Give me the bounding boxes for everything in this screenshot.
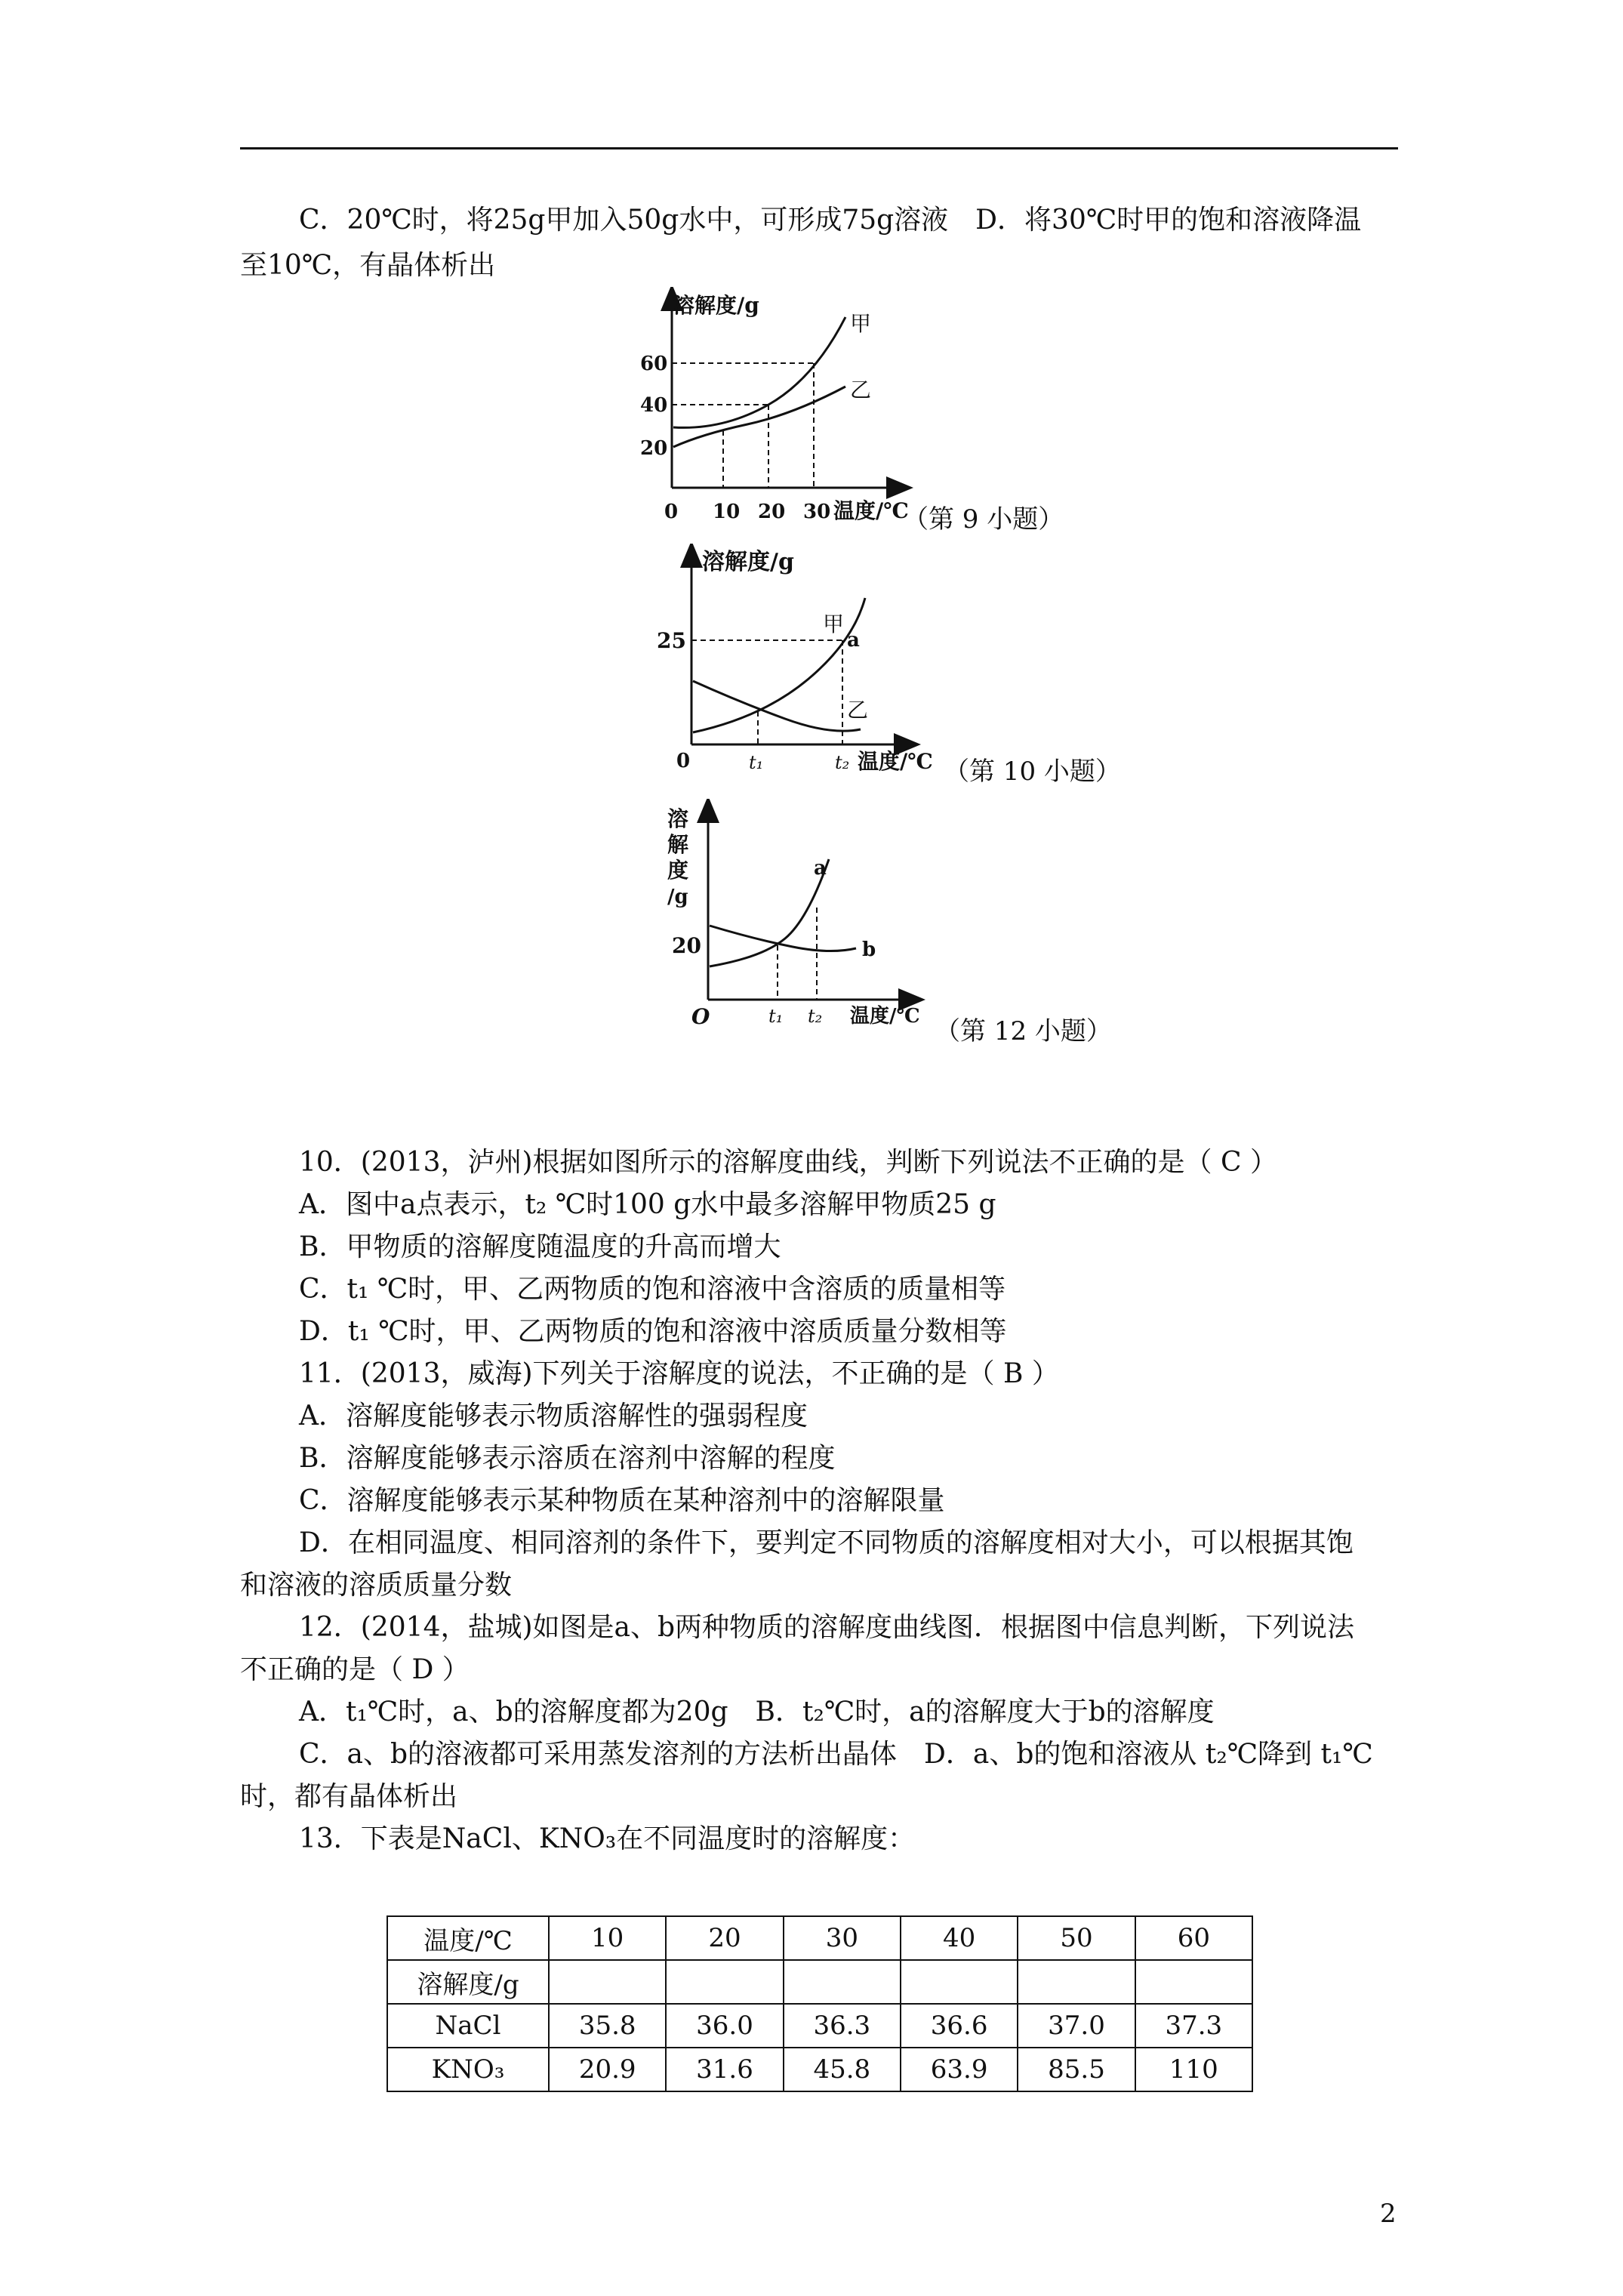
q10-option-d: D．t₁ ℃时，甲、乙两物质的饱和溶液中溶质质量分数相等 [299,1316,1007,1347]
table-cell: NaCl [387,2004,549,2048]
q10-option-c: C．t₁ ℃时，甲、乙两物质的饱和溶液中含溶质的质量相等 [299,1274,1006,1305]
origin-label: 0 [664,501,679,523]
x-axis-label: 温度/℃ [858,749,933,774]
origin-label: 0 [676,750,691,772]
table-cell: 30 [784,1916,901,1960]
option-d-continuation: 至10℃，有晶体析出 [240,250,496,281]
x-tick-t2: t₂ [808,1006,823,1027]
table-cell: 40 [901,1916,1018,1960]
y-axis-label-char-1: 溶 [667,806,689,831]
table-cell: 10 [549,1916,666,1960]
table-row-nacl [387,2004,1252,2048]
curve-label-jia: 甲 [823,612,845,636]
table-cell: 36.0 [666,2004,783,2048]
q10-option-b: B．甲物质的溶解度随温度的升高而增大 [299,1231,781,1262]
table-cell: 37.0 [1018,2004,1135,2048]
table-cell [1135,1960,1252,2004]
table-cell: 50 [1018,1916,1135,1960]
q11-option-b: B．溶解度能够表示溶质在溶剂中溶解的程度 [299,1443,836,1474]
table-cell: 45.8 [784,2048,901,2091]
figure-9-solubility-chart [627,287,929,536]
q12-stem: 12．(2014，盐城)如图是a、b两种物质的溶解度曲线图．根据图中信息判断，下列说法 [299,1612,1355,1643]
table-cell: 63.9 [901,2048,1018,2091]
y-axis-label: 溶解度/g [702,549,794,575]
q10-stem: 10．(2013，泸州)根据如图所示的溶解度曲线，判断下列说法不正确的是（ C ） [299,1147,1277,1178]
x-tick-10: 10 [713,501,741,523]
y-axis-label-char-3: 度 [667,858,689,883]
table-cell: 20.9 [549,2048,666,2091]
table-cell: KNO₃ [387,2048,549,2091]
q13-stem: 13．下表是NaCl、KNO₃在不同温度时的溶解度： [299,1823,916,1854]
table-cell: 37.3 [1135,2004,1252,2048]
table-cell: 31.6 [666,2048,783,2091]
header-rule [240,147,1398,149]
table-cell: 溶解度/g [387,1960,549,2004]
x-tick-t1: t₁ [768,1006,784,1027]
q11-option-d: D．在相同温度、相同溶剂的条件下，要判定不同物质的溶解度相对大小，可以根据其饱 [299,1527,1354,1558]
table-cell [901,1960,1018,2004]
curve-yi [693,681,861,731]
table-cell [1018,1960,1135,2004]
q12-options-c-d: C．a、b的溶液都可采用蒸发溶剂的方法析出晶体 D．a、b的饱和溶液从 t₂℃降到 t₁℃ [299,1739,1373,1770]
curve-label-jia: 甲 [850,311,872,336]
q12-options-a-b: A．t₁℃时，a、b的溶解度都为20g B．t₂℃时，a的溶解度大于b的溶解度 [299,1697,1215,1727]
q11-option-a: A．溶解度能够表示物质溶解性的强弱程度 [299,1401,808,1432]
table-cell: 85.5 [1018,2048,1135,2091]
q11-option-d-continuation: 和溶液的溶质质量分数 [240,1570,513,1601]
curve-b [710,926,856,951]
q11-option-c: C．溶解度能够表示某种物质在某种溶剂中的溶解限量 [299,1485,945,1516]
table-row-header [387,1916,1252,1960]
curve-jia [673,317,845,427]
x-tick-20: 20 [758,501,786,523]
y-tick-20: 20 [640,437,668,460]
q10-option-a: A．图中a点表示，t₂ ℃时100 g水中最多溶解甲物质25 g [299,1189,996,1220]
x-tick-t1: t₁ [749,752,764,773]
solubility-table [387,1915,1253,2092]
x-axis-label: 温度/℃ [850,1005,920,1028]
y-tick-20: 20 [672,933,701,958]
y-tick-25: 25 [657,628,686,653]
table-cell: 温度/℃ [387,1916,549,1960]
q12-option-d-continuation: 时，都有晶体析出 [240,1781,458,1812]
y-axis-label: 溶解度/g [673,293,759,318]
curve-yi [673,387,845,447]
figure-12-solubility-chart [657,799,944,1040]
table-cell: 36.3 [784,2004,901,2048]
table-cell: 35.8 [549,2004,666,2048]
option-c-d-line: C．20℃时，将25g甲加入50g水中，可形成75g溶液 D．将30℃时甲的饱和溶液降温 [299,205,1362,236]
figure-10-solubility-chart [634,544,936,785]
curve-label-yi: 乙 [850,378,872,402]
y-axis-label-char-2: 解 [667,832,689,857]
figure-10-caption: （第 10 小题） [944,757,1121,787]
x-tick-t2: t₂ [835,752,850,773]
page-number: 2 [1380,2199,1397,2229]
curve-label-yi: 乙 [847,698,869,723]
y-axis-label-char-4: /g [667,886,688,908]
table-cell [784,1960,901,2004]
curve-label-b: b [862,938,876,961]
table-cell [666,1960,783,2004]
table-cell: 110 [1135,2048,1252,2091]
figure-12-caption: （第 12 小题） [935,1016,1112,1046]
q12-stem-continuation: 不正确的是（ D ） [240,1654,470,1685]
table-row-kno3 [387,2048,1252,2091]
y-tick-40: 40 [640,394,668,417]
x-tick-30: 30 [803,501,831,523]
x-axis-label: 温度/℃ [833,498,909,523]
q11-stem: 11．(2013，威海)下列关于溶解度的说法，不正确的是（ B ） [299,1358,1059,1389]
table-cell [549,1960,666,2004]
table-cell: 36.6 [901,2004,1018,2048]
y-tick-60: 60 [640,353,668,375]
origin-label: O [691,1004,710,1029]
table-cell: 60 [1135,1916,1252,1960]
figure-9-caption: （第 9 小题） [903,504,1064,535]
table-row-unit [387,1960,1252,2004]
table-cell: 20 [666,1916,783,1960]
curve-label-a: a [814,857,827,880]
point-a-label: a [847,629,860,652]
